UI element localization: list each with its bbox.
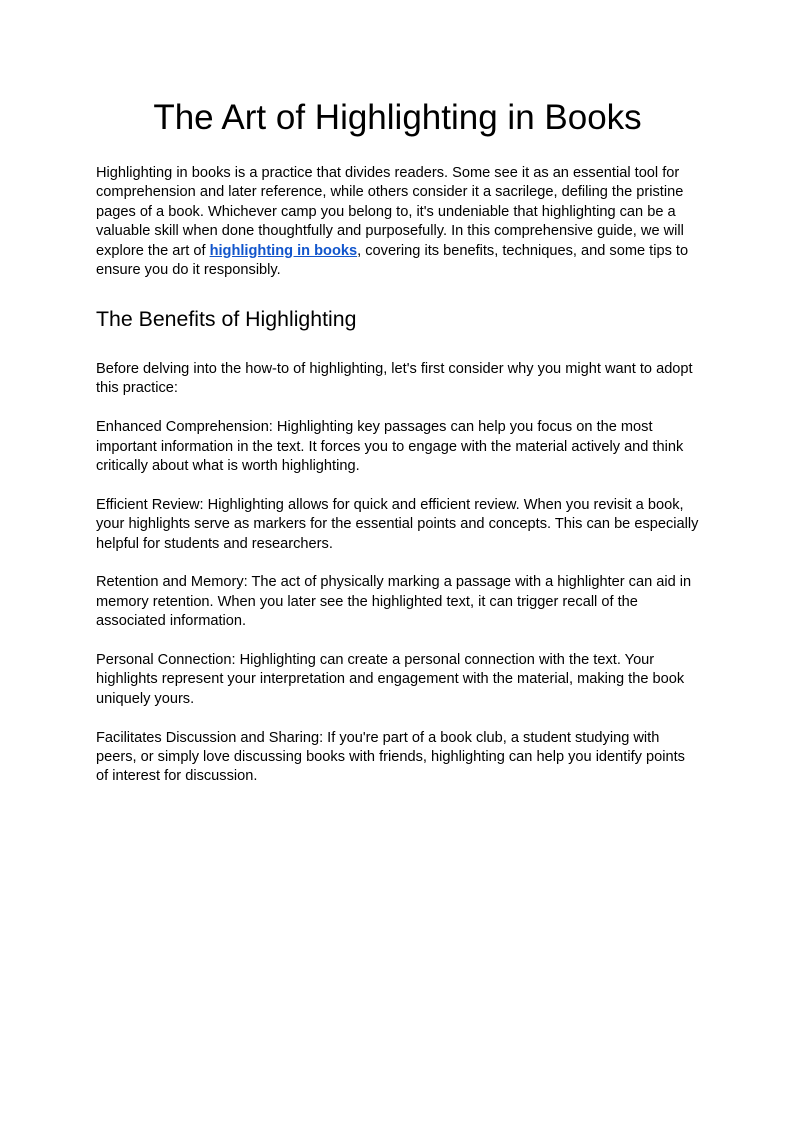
benefits-section-body [96, 360, 699, 806]
benefit-retention-and-memory: Retention and Memory: The act of physically marking a passage with a highlighter can aid in memory retention. When you later see the highlighted text, it can trigger recall of the associated information. [96, 574, 692, 630]
benefit-personal-connection: Personal Connection: Highlighting can create a personal connection with the text. Your highlights represent your interpretation and engagement with the material, making the book uniquely yours. [96, 652, 685, 707]
intro-text-before-link: Highlighting in books is a practice that divides readers. Some see it as an essential tool for comprehension and later reference, while others consider it a sacrilege, defiling the pristine pages of a book. Whichever camp you belong to, it's undeniable that highlighting can be a valuable skill when done thoughtfully and purposefully. In this comprehensive guide, we will explore the art of [96, 165, 684, 259]
page-title: The Art of Highlighting in Books [153, 98, 642, 137]
benefit-efficient-review: Efficient Review: Highlighting allows for quick and efficient review. When you revisit a book, your highlights serve as markers for the essential points and concepts. This can be especially helpful for students and researchers. [96, 496, 699, 552]
benefit-enhanced-comprehension: Enhanced Comprehension: Highlighting key passages can help you focus on the most important information in the text. It forces you to engage with the material actively and think critically about what is worth highlighting. [96, 419, 684, 475]
intro-text-after-link: , covering its benefits, techniques, and some tips to ensure you do it responsibly. [96, 242, 689, 279]
intro-paragraph [96, 164, 699, 280]
benefits-intro-paragraph: Before delving into the how-to of highlighting, let's first consider why you might want to adopt this practice: [96, 361, 693, 397]
benefit-facilitates-discussion: Facilitates Discussion and Sharing: If you're part of a book club, a student studying with peers, or simply love discussing books with friends, highlighting can help you identify points of interest for discussion. [96, 729, 685, 785]
highlighting-in-books-link[interactable]: highlighting in books [209, 242, 358, 259]
section-heading-benefits: The Benefits of Highlighting [96, 307, 357, 331]
